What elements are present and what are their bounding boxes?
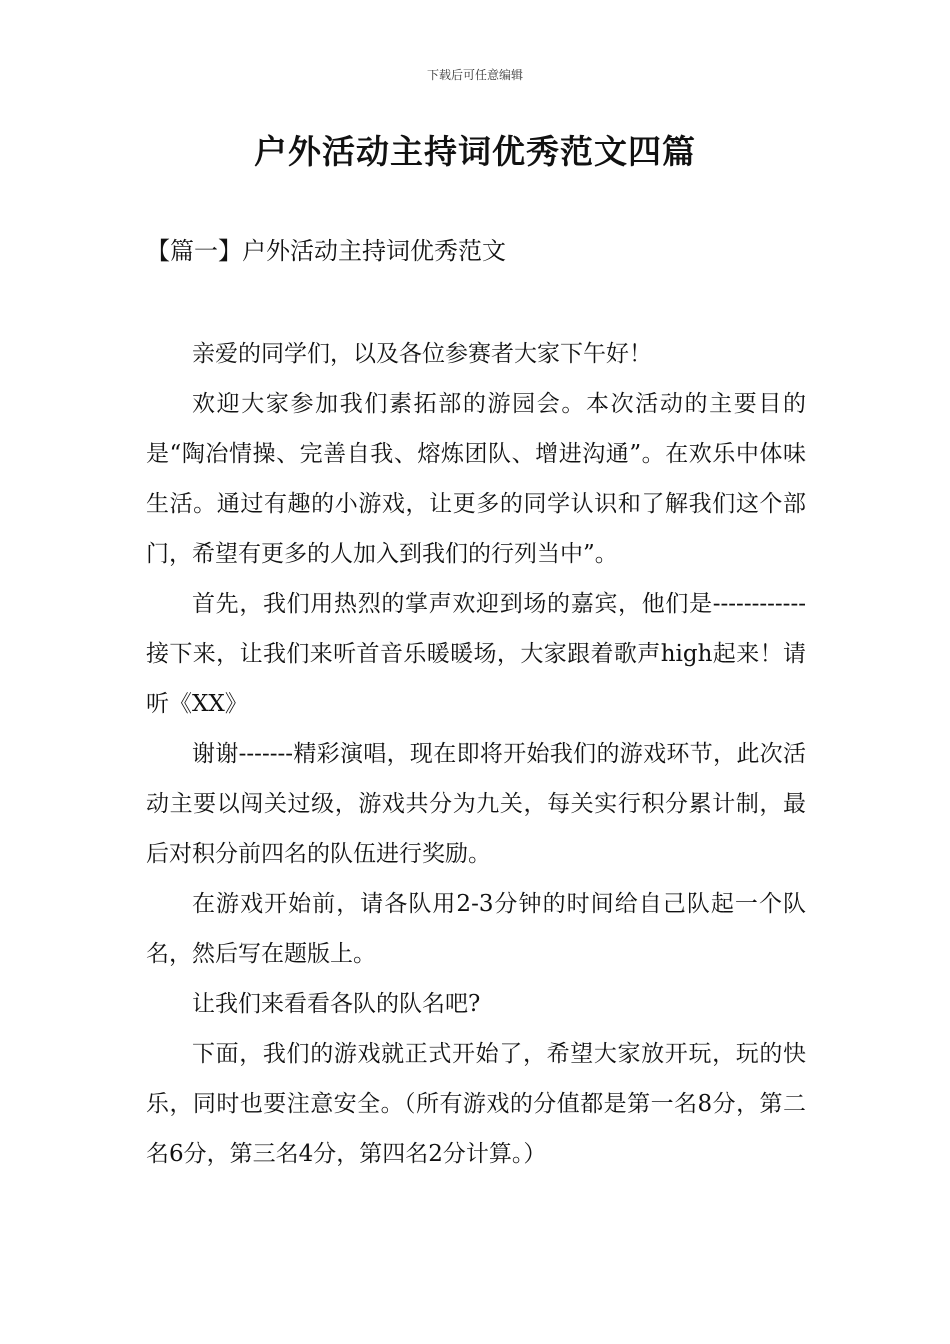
paragraph-team-name: 在游戏开始前，请各队用2-3分钟的时间给自己队起一个队名，然后写在题版上。 xyxy=(146,891,806,967)
paragraph-team-names-question: 让我们来看看各队的队名吧? xyxy=(192,991,481,1017)
paragraph-guests: 首先，我们用热烈的掌声欢迎到场的嘉宾，他们是------------接下来，让我们来听首音乐暖暖场，大家跟着歌声high起来！请听《XX》 xyxy=(146,591,806,717)
document-title: 户外活动主持词优秀范文四篇 xyxy=(254,132,696,171)
section-heading: 【篇一】户外活动主持词优秀范文 xyxy=(146,237,506,265)
paragraph-game-intro: 谢谢-------精彩演唱，现在即将开始我们的游戏环节，此次活动主要以闯关过级，游戏共分为九关，每关实行积分累计制，最后对积分前四名的队伍进行奖励。 xyxy=(146,741,806,867)
paragraph-greeting: 亲爱的同学们，以及各位参赛者大家下午好！ xyxy=(192,341,652,367)
paragraph-game-start: 下面，我们的游戏就正式开始了，希望大家放开玩，玩的快乐，同时也要注意安全。（所有游戏的分值都是第一名8分，第二名6分，第三名4分，第四名2分计算。） xyxy=(146,1041,806,1167)
paragraph-welcome: 欢迎大家参加我们素拓部的游园会。本次活动的主要目的是“陶冶情操、完善自我、熔炼团队、增进沟通”。在欢乐中体味生活。通过有趣的小游戏，让更多的同学认识和了解我们这个部门，希望有更多的人加入到我们的行列当中”。 xyxy=(146,391,806,567)
header-note: 下载后可任意编辑 xyxy=(426,68,523,82)
document-body xyxy=(146,329,806,1179)
